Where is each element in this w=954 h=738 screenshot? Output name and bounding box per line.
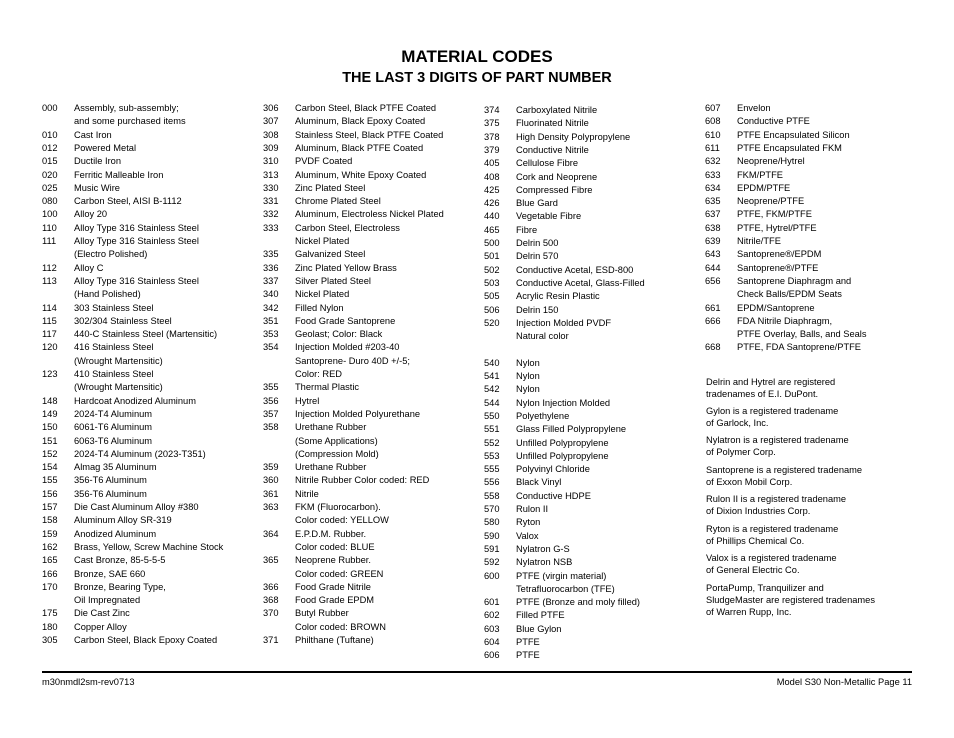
material-code: 550: [484, 410, 500, 421]
material-description: Nylatron NSB: [516, 557, 573, 568]
material-code: 501: [484, 251, 500, 262]
material-code: 426: [484, 198, 500, 209]
material-description: PTFE: [516, 637, 540, 647]
material-description: PTFE Encapsulated Silicon: [737, 129, 850, 140]
material-code: 120: [42, 342, 58, 353]
material-code: 353: [263, 329, 279, 340]
material-description: Conductive HDPE: [516, 490, 591, 501]
material-description: Galvanized Steel: [295, 249, 366, 260]
material-description: Delrin 150: [516, 304, 559, 315]
material-code: 306: [263, 103, 279, 113]
footer-page-label: Model S30 Non-Metallic Page 11: [776, 677, 912, 687]
material-description: Nylon: [516, 371, 540, 381]
material-code: 602: [484, 610, 500, 621]
material-code: 331: [263, 196, 279, 207]
material-description: and some purchased items: [74, 116, 186, 127]
material-description: Nylon Injection Molded: [516, 397, 611, 408]
material-code: 500: [484, 238, 500, 248]
material-description: Fibre: [516, 224, 538, 235]
material-description: Fluorinated Nitrile: [516, 118, 589, 129]
material-description: Check Balls/EPDM Seats: [737, 289, 842, 300]
material-description: High Density Polypropylene: [516, 131, 631, 142]
material-description: Santoprene Diaphragm and: [737, 275, 852, 286]
material-code: 555: [484, 464, 500, 475]
material-description: Delrin 500: [516, 238, 559, 248]
material-description: Polyvinyl Chloride: [516, 464, 590, 475]
tradename-note: Ryton is a registered tradename of Phillips Chemical Co.: [706, 524, 839, 546]
material-description: Conductive Nitrile: [516, 144, 589, 155]
material-code: 643: [705, 249, 721, 260]
tradename-note: PortaPump, Tranquilizer and SludgeMaster are registered tradenames of Warren Rupp, Inc.: [706, 583, 875, 617]
material-description: (Hand Polished): [74, 289, 141, 300]
material-code: 000: [42, 103, 58, 113]
material-code: 591: [484, 543, 500, 554]
material-description: Ductile Iron: [74, 156, 122, 167]
material-description: Nitrile/TFE: [737, 236, 781, 246]
material-description: Aluminum, White Epoxy Coated: [295, 169, 427, 180]
material-description: 416 Stainless Steel: [74, 342, 154, 353]
material-code: 666: [705, 315, 721, 326]
material-description: FKM/PTFE: [737, 169, 783, 180]
material-description: Color: RED: [295, 369, 343, 379]
material-code: 355: [263, 382, 279, 393]
material-description: Injection Molded Polyurethane: [295, 408, 421, 419]
material-description: (Wrought Martensitic): [74, 382, 163, 393]
material-code: 123: [42, 369, 58, 379]
material-description: Acrylic Resin Plastic: [516, 291, 600, 302]
material-code: 542: [484, 384, 500, 395]
material-code: 330: [263, 182, 279, 193]
material-code: 370: [263, 608, 279, 619]
material-description: Silver Plated Steel: [295, 275, 371, 286]
material-description: Color coded: BROWN: [295, 621, 386, 632]
material-description: Food Grade Nitrile: [295, 581, 371, 592]
material-code: 012: [42, 142, 58, 153]
material-description: Nickel Plated: [295, 236, 350, 246]
tradename-note: Delrin and Hytrel are registered tradenames of E.I. DuPont.: [706, 377, 836, 399]
material-code: 656: [705, 275, 721, 286]
material-description: Vegetable Fibre: [516, 211, 582, 222]
material-code: 502: [484, 264, 500, 275]
material-description: Color coded: GREEN: [295, 568, 384, 579]
material-description: Aluminum, Black PTFE Coated: [295, 142, 424, 153]
material-code: 112: [42, 262, 57, 273]
material-description: Thermal Plastic: [295, 382, 360, 393]
material-code: 366: [263, 581, 279, 592]
material-code: 638: [705, 222, 721, 233]
material-description: PTFE, FKM/PTFE: [737, 209, 812, 220]
material-code: 159: [42, 528, 58, 539]
material-code: 520: [484, 317, 500, 328]
material-description: Rulon II: [516, 504, 549, 514]
material-description: Food Grade Santoprene: [295, 315, 396, 326]
material-code: 156: [42, 488, 58, 499]
material-code: 025: [42, 182, 58, 193]
material-description: Unfilled Polypropylene: [516, 450, 609, 461]
material-code: 155: [42, 475, 58, 486]
material-description: Santoprene- Duro 40D +/-5;: [295, 355, 410, 366]
material-code: 368: [263, 595, 279, 606]
material-description: (Electro Polished): [74, 249, 148, 260]
material-description: FDA Nitrile Diaphragm,: [737, 315, 833, 326]
material-code: 358: [263, 422, 279, 433]
material-description: Natural color: [516, 331, 569, 342]
material-code: 336: [263, 262, 279, 273]
material-description: Cellulose Fibre: [516, 158, 579, 169]
material-code: 335: [263, 249, 279, 260]
material-description: Cast Iron: [74, 129, 112, 140]
material-description: Oil Impregnated: [74, 595, 141, 606]
material-description: FKM (Fluorocarbon).: [295, 502, 381, 512]
material-code: 506: [484, 304, 500, 315]
material-code: 637: [705, 209, 721, 220]
material-description: PTFE Overlay, Balls, and Seals: [737, 329, 867, 340]
material-description: Color coded: BLUE: [295, 541, 375, 552]
material-code: 540: [484, 357, 500, 368]
material-description: Polyethylene: [516, 410, 570, 421]
material-code: 148: [42, 395, 58, 406]
footer-divider: [42, 671, 912, 673]
tradename-note: Rulon II is a registered tradename of Dixion Industries Corp.: [706, 494, 847, 516]
material-description: Hytrel: [295, 395, 320, 406]
material-description: Tetrafluorocarbon (TFE): [516, 583, 615, 594]
material-code: 308: [263, 129, 279, 140]
material-description: 6063-T6 Aluminum: [74, 435, 153, 446]
material-code: 633: [705, 169, 721, 180]
material-description: Urethane Rubber: [295, 462, 367, 473]
material-description: 410 Stainless Steel: [74, 369, 154, 379]
tradename-note: Santoprene is a registered tradename of Exxon Mobil Corp.: [706, 465, 863, 487]
page-title: MATERIAL CODES: [401, 47, 553, 66]
material-code: 371: [263, 635, 279, 645]
material-code: 150: [42, 422, 58, 433]
material-code: 601: [484, 597, 500, 608]
material-code: 100: [42, 209, 58, 220]
material-code: 635: [705, 196, 721, 207]
material-description: EPDM/Santoprene: [737, 302, 815, 313]
material-description: Injection Molded #203-40: [295, 342, 400, 353]
material-code: 408: [484, 171, 500, 182]
material-description: Anodized Aluminum: [74, 528, 157, 539]
material-code: 425: [484, 184, 500, 195]
material-description: 2024-T4 Aluminum (2023-T351): [74, 448, 206, 459]
material-description: (Wrought Martensitic): [74, 355, 163, 366]
material-code: 505: [484, 291, 500, 302]
material-code: 606: [484, 650, 500, 661]
material-description: Zinc Plated Yellow Brass: [295, 262, 397, 273]
material-code: 360: [263, 475, 279, 486]
material-description: Food Grade EPDM: [295, 595, 375, 606]
material-description: Carbon Steel, Electroless: [295, 222, 400, 233]
material-description: Unfilled Polypropylene: [516, 437, 609, 448]
material-code: 151: [42, 435, 58, 446]
material-description: Compressed Fibre: [516, 184, 593, 195]
material-code: 465: [484, 224, 500, 235]
material-description: Blue Gylon: [516, 623, 562, 634]
material-code: 361: [263, 488, 279, 499]
material-description: Neoprene/PTFE: [737, 196, 805, 207]
material-description: Carbon Steel, AISI B-1112: [74, 196, 182, 207]
material-description: PVDF Coated: [295, 156, 353, 167]
material-code: 363: [263, 502, 279, 512]
material-code: 357: [263, 408, 279, 419]
material-description: PTFE (Bronze and moly filled): [516, 597, 641, 608]
material-code: 332: [263, 209, 279, 220]
material-description: Carboxylated Nitrile: [516, 105, 598, 115]
material-code: 333: [263, 222, 279, 233]
material-code: 117: [42, 329, 57, 340]
material-code: 607: [705, 103, 721, 113]
material-description: Zinc Plated Steel: [295, 182, 366, 193]
material-code: 610: [705, 129, 721, 140]
material-description: Black Vinyl: [516, 477, 562, 488]
material-code: 111: [42, 236, 57, 246]
material-description: (Compression Mold): [295, 448, 379, 459]
material-code: 661: [705, 302, 721, 313]
material-description: Neoprene/Hytrel: [737, 156, 805, 167]
material-description: Alloy Type 316 Stainless Steel: [74, 222, 199, 233]
material-description: Almag 35 Aluminum: [74, 462, 157, 473]
material-description: Nylon: [516, 384, 540, 395]
material-description: Copper Alloy: [74, 621, 127, 632]
material-code: 551: [484, 424, 500, 435]
material-code: 364: [263, 528, 279, 539]
material-code: 313: [263, 169, 279, 180]
material-code: 541: [484, 371, 500, 381]
material-description: Philthane (Tuftane): [295, 635, 374, 645]
material-description: Cast Bronze, 85-5-5-5: [74, 555, 166, 566]
material-description: 2024-T4 Aluminum: [74, 408, 153, 419]
material-code: 110: [42, 222, 57, 233]
material-description: Blue Gard: [516, 198, 558, 209]
tradename-note: Nylatron is a registered tradename of Polymer Corp.: [706, 435, 849, 457]
material-description: Carbon Steel, Black PTFE Coated: [295, 103, 437, 113]
material-description: Powered Metal: [74, 142, 137, 153]
material-code: 608: [705, 116, 721, 127]
material-code: 374: [484, 105, 500, 115]
material-description: Filled Nylon: [295, 302, 344, 313]
material-code: 632: [705, 156, 721, 167]
material-code: 305: [42, 635, 58, 645]
material-description: PTFE, Hytrel/PTFE: [737, 222, 817, 233]
material-description: Butyl Rubber: [295, 608, 349, 619]
material-code: 113: [42, 275, 57, 286]
material-description: PTFE Encapsulated FKM: [737, 142, 842, 153]
material-code: 639: [705, 236, 721, 246]
material-description: Delrin 570: [516, 251, 559, 262]
material-description: Injection Molded PVDF: [516, 317, 612, 328]
material-code: 154: [42, 462, 58, 473]
material-description: Nylatron G-S: [516, 543, 570, 554]
material-description: 302/304 Stainless Steel: [74, 315, 172, 326]
material-code: 149: [42, 408, 58, 419]
material-description: Music Wire: [74, 182, 120, 193]
material-code: 590: [484, 530, 500, 541]
material-description: 440-C Stainless Steel (Martensitic): [74, 329, 218, 340]
material-description: Valox: [516, 530, 539, 541]
material-code: 668: [705, 342, 721, 353]
material-description: Alloy C: [74, 262, 104, 273]
material-description: Bronze, Bearing Type,: [74, 581, 166, 592]
material-description: Ryton: [516, 517, 541, 528]
material-description: Nitrile: [295, 488, 319, 499]
material-code: 603: [484, 623, 500, 634]
page-subtitle: THE LAST 3 DIGITS OF PART NUMBER: [342, 70, 612, 86]
material-description: Glass Filled Polypropylene: [516, 424, 627, 435]
material-description: Santoprene®/PTFE: [737, 262, 819, 273]
material-description: Carbon Steel, Black Epoxy Coated: [74, 635, 218, 645]
material-description: Conductive Acetal, Glass-Filled: [516, 277, 645, 288]
material-description: Aluminum, Electroless Nickel Plated: [295, 209, 444, 220]
material-description: 356-T6 Aluminum: [74, 475, 147, 486]
material-code: 337: [263, 275, 279, 286]
material-description: Alloy 20: [74, 209, 108, 220]
tradename-note: Valox is a registered tradename of General Electric Co.: [706, 553, 837, 575]
material-description: Die Cast Zinc: [74, 608, 130, 619]
material-code: 080: [42, 196, 58, 207]
material-code: 379: [484, 144, 500, 155]
material-description: Filled PTFE: [516, 610, 565, 621]
material-description: Stainless Steel, Black PTFE Coated: [295, 129, 444, 140]
material-code: 440: [484, 211, 500, 222]
material-description: Neoprene Rubber.: [295, 555, 371, 566]
material-description: Die Cast Aluminum Alloy #380: [74, 502, 199, 512]
material-description: Chrome Plated Steel: [295, 196, 381, 207]
material-description: EPDM/PTFE: [737, 182, 791, 193]
material-code: 157: [42, 502, 58, 512]
material-code: 180: [42, 621, 58, 632]
material-description: Brass, Yellow, Screw Machine Stock: [74, 541, 224, 552]
material-description: PTFE: [516, 650, 540, 661]
material-code: 165: [42, 555, 58, 566]
material-description: Geolast; Color: Black: [295, 329, 383, 340]
tradename-note: Gylon is a registered tradename of Garlock, Inc.: [706, 406, 839, 428]
material-code: 365: [263, 555, 279, 566]
material-description: PTFE (virgin material): [516, 570, 607, 581]
material-description: Nickel Plated: [295, 289, 350, 300]
material-code: 556: [484, 477, 500, 488]
material-description: Conductive PTFE: [737, 116, 810, 127]
material-code: 342: [263, 302, 279, 313]
material-description: Bronze, SAE 660: [74, 568, 146, 579]
material-code: 356: [263, 395, 279, 406]
material-description: Nitrile Rubber Color coded: RED: [295, 475, 430, 486]
material-description: 356-T6 Aluminum: [74, 488, 147, 499]
material-code: 166: [42, 568, 58, 579]
material-code: 114: [42, 302, 57, 313]
material-description: Assembly, sub-assembly;: [74, 103, 179, 113]
material-code: 611: [705, 142, 720, 153]
material-description: Envelon: [737, 103, 771, 113]
material-code: 158: [42, 515, 58, 526]
material-code: 558: [484, 490, 500, 501]
material-code: 152: [42, 448, 58, 459]
material-code: 592: [484, 557, 500, 568]
material-code: 307: [263, 116, 279, 127]
material-description: PTFE, FDA Santoprene/PTFE: [737, 342, 862, 353]
material-description: Alloy Type 316 Stainless Steel: [74, 236, 199, 246]
material-code: 553: [484, 450, 500, 461]
material-code: 604: [484, 637, 500, 647]
material-description: Aluminum, Black Epoxy Coated: [295, 116, 426, 127]
material-code: 310: [263, 156, 279, 167]
material-code: 634: [705, 182, 721, 193]
material-code: 405: [484, 158, 500, 169]
material-description: Nylon: [516, 357, 540, 368]
material-code: 580: [484, 517, 500, 528]
material-description: (Some Applications): [295, 435, 378, 446]
material-description: Color coded: YELLOW: [295, 515, 389, 526]
material-description: Santoprene®/EPDM: [737, 249, 822, 260]
material-code: 020: [42, 169, 58, 180]
material-code: 600: [484, 570, 500, 581]
material-code: 354: [263, 342, 279, 353]
material-code: 644: [705, 262, 721, 273]
footer-document-id: m30nmdl2sm-rev0713: [42, 677, 135, 687]
material-code: 115: [42, 315, 57, 326]
material-code: 351: [263, 315, 279, 326]
material-code: 544: [484, 397, 500, 408]
material-description: Hardcoat Anodized Aluminum: [74, 395, 196, 406]
material-description: Aluminum Alloy SR-319: [74, 515, 172, 526]
material-code: 175: [42, 608, 58, 619]
material-code: 015: [42, 156, 58, 167]
material-code: 359: [263, 462, 279, 473]
material-code: 170: [42, 581, 58, 592]
material-code: 162: [42, 541, 58, 552]
material-code: 340: [263, 289, 279, 300]
material-description: 6061-T6 Aluminum: [74, 422, 153, 433]
material-code: 378: [484, 131, 500, 142]
material-description: Urethane Rubber: [295, 422, 367, 433]
material-code: 010: [42, 129, 58, 140]
material-description: Cork and Neoprene: [516, 171, 598, 182]
material-description: Ferritic Malleable Iron: [74, 169, 164, 180]
material-code: 375: [484, 118, 500, 129]
material-code: 570: [484, 504, 500, 514]
material-code: 503: [484, 277, 500, 288]
material-description: 303 Stainless Steel: [74, 302, 154, 313]
material-code: 552: [484, 437, 500, 448]
material-description: Alloy Type 316 Stainless Steel: [74, 275, 199, 286]
material-description: E.P.D.M. Rubber.: [295, 528, 367, 539]
material-code: 309: [263, 142, 279, 153]
material-description: Conductive Acetal, ESD-800: [516, 264, 634, 275]
